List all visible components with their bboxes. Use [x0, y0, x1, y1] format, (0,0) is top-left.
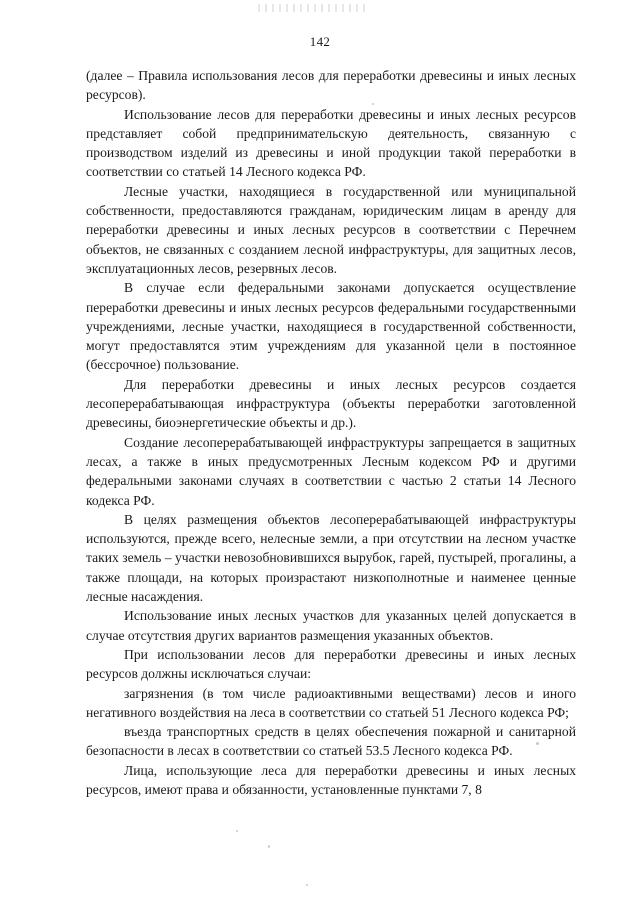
scan-speck: [268, 845, 270, 848]
paragraph: (далее – Правила использования лесов для переработки древесины и иных лесных ресурсов).: [86, 68, 576, 103]
list-item: загрязнения (в том числе радиоактивными веществами) лесов и иного негативного воздействия на леса в соответствии со статьей 51 Лесного кодекса РФ;: [86, 685, 576, 720]
paragraph: Использование лесов для переработки древесины и иных лесных ресурсов представляет собой предпринимательскую деятельность, связанную с производством изделий из древесины и иной продукции такой переработки в соответствии со статьей 14 Лесного кодекса РФ.: [86, 106, 576, 180]
paragraph: Лица, использующие леса для переработки древесины и иных лесных ресурсов, имеют права и обязанности, установленные пунктами 7, 8: [86, 762, 576, 797]
paragraph: Использование иных лесных участков для указанных целей допускается в случае отсутствия других вариантов размещения указанных объектов.: [86, 608, 576, 643]
paragraph: В случае если федеральными законами допускается осуществление переработки древесины и иных лесных ресурсов федеральными государственными учреждениями, лесные участки, находящиеся в государственной собственности, могут предоставлятся этим учреждениям для указанной цели в постоянное (бессрочное) пользование.: [86, 280, 576, 373]
page-number: 142: [309, 34, 331, 49]
paragraph: Для переработки древесины и иных лесных ресурсов создается лесоперерабатывающая инфраструктура (объекты переработки заготовленной древесины, биоэнергетические объекты и др.).: [86, 376, 576, 431]
paragraph: Лесные участки, находящиеся в государственной или муниципальной собственности, предоставляются гражданам, юридическим лицам в аренду для переработки древесины и иных лесных ресурсов в соответствии с Перечнем объектов, не связанных с созданием лесной инфраструктуры, для защитных лесов, эксплуатационных лесов, резервных лесов.: [86, 183, 576, 276]
paragraph: При использовании лесов для переработки древесины и иных лесных ресурсов должны исключаться случаи:: [86, 646, 576, 682]
list-item: въезда транспортных средств в целях обеспечения пожарной и санитарной безопасности в лесах в соответствии со статьей 53.5 Лесного кодекса РФ.: [86, 724, 576, 759]
scan-speck: [306, 884, 308, 886]
paragraph: В целях размещения объектов лесоперерабатывающей инфраструктуры используются, прежде всего, нелесные земли, а при отсутствии на лесном участке таких земель – участки невозобновившихся вырубок, гарей, пустырей, прогалины, а также площади, на которых произрастают низкополнотные и наименее ценные лесные насаждения.: [86, 511, 576, 605]
scan-speck: [236, 830, 238, 832]
scan-speck: [536, 742, 539, 745]
paragraph: Создание лесоперерабатывающей инфраструктуры запрещается в защитных лесах, а также в иных предусмотренных Лесным кодексом РФ и другими федеральными законами случаях в соответствии с частью 2 статьи 14 Лесного кодекса РФ.: [86, 434, 576, 508]
scan-speck: [372, 103, 374, 105]
scan-artifact: [258, 4, 368, 12]
document-body: [86, 66, 576, 799]
